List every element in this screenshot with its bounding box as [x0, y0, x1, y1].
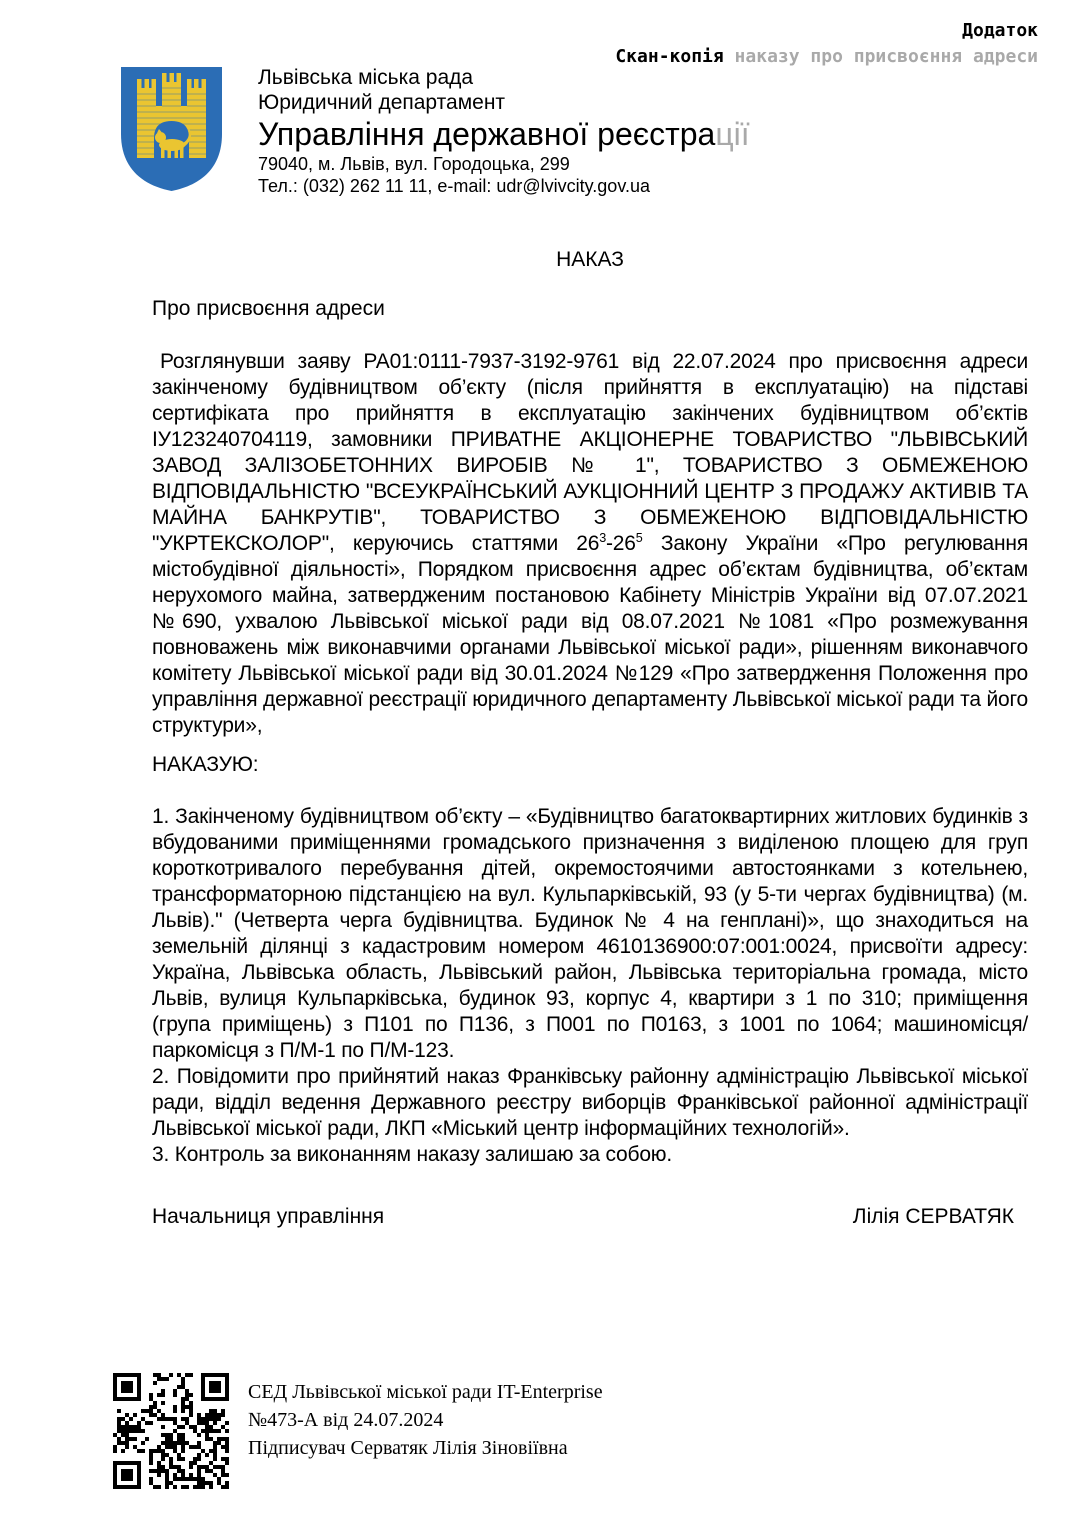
signer-name: Лілія СЕРВАТЯК — [852, 1205, 1014, 1228]
order-item-2: 2. Повідомити про прийнятий наказ Франківську районну адміністрацію Львівської міської ради, відділ ведення Державного реєстру виборців Франківської районної адміністрації Львівської міської ради, ЛКП «Міський центр інформаційних технологій». — [152, 1065, 1028, 1140]
doc-number-date: №473-А від 24.07.2024 — [248, 1409, 444, 1431]
scan-watermark — [615, 18, 1038, 70]
org-contacts: Тел.: (032) 262 11 11, e-mail: udr@lvivcity.gov.ua — [258, 176, 651, 196]
org-division-tail: ції — [715, 116, 750, 152]
sed-footer-text — [248, 1372, 603, 1462]
order-item-1: 1. Закінченому будівництвом об’єкту – «Будівництво багатоквартирних житлових будинків з вбудованими приміщеннями громадського призначення з виділеною площею для груп короткотривалого перебування дітей, окремостоячими автостоянками з котельнею, трансформаторною підстанцією на вул. Кульпарківській, 93 (у 5-ти чергах будівництва) (м. Львів)." (Четверта черга будівництва. Будинок № 4 на генплані)», що знаходиться на земельній ділянці з кадастровим номером 4610136900:07:001:0024, присвоїти адресу: Україна, Львівська область, Львівський район, Львівська територіальна громада, місто Львів, вулиця Кульпарківська, будинок 93, корпус 4, квартири з 1 по 310; приміщення (група приміщень) з П101 по П136, з П001 по П0163, з 1001 по 1064; машиномісця/паркомісця з П/М-1 по П/М-123. — [152, 805, 1028, 1062]
sed-footer — [112, 1372, 603, 1490]
org-division-main: Управління державної реєстра — [258, 116, 716, 152]
letterhead — [118, 64, 750, 197]
org-department: Юридичний департамент — [258, 91, 506, 114]
lviv-coat-of-arms-icon — [118, 64, 225, 194]
scan-copy-label: Скан-копія — [615, 46, 724, 67]
preamble-part2: -26 — [606, 532, 636, 555]
signer-position: Начальниця управління — [152, 1205, 385, 1228]
signer-info: Підписувач Серватяк Лілія Зіновіївна — [248, 1437, 568, 1459]
org-block — [258, 64, 750, 197]
scan-copy-subject: наказу про присвоєння адреси — [723, 46, 1038, 67]
org-address: 79040, м. Львів, вул. Городоцька, 299 — [258, 154, 570, 174]
order-word: НАКАЗУЮ: — [152, 753, 259, 776]
article-superscript-2: 5 — [635, 531, 643, 545]
sed-system-label: СЕД Львівської міської ради IT-Enterprise — [248, 1381, 603, 1403]
signature-row — [152, 1205, 1014, 1229]
document-subject: Про присвоєння адреси — [152, 297, 385, 320]
preamble-part3: Закону України «Про регулювання містобудівної діяльності», Порядком присвоєння адрес об’єктам будівництва, об’єктам нерухомого майна, затвердженим постановою Кабінету Міністрів України від 07.07.2021 №690, ухвалою Львівської міської ради від 08.07.2021 №1081 «Про розмежування повноважень між виконавчими органами Львівської міської ради», рішенням виконавчого комітету Львівської міської ради від 30.01.2024 №129 «Про затвердження Положення про управління державної реєстрації юридичного департаменту Львівської міської ради та його структури», — [152, 532, 1028, 737]
order-item-3: 3. Контроль за виконанням наказу залишаю за собою. — [152, 1143, 672, 1166]
document-body — [152, 349, 1028, 1168]
article-superscript-1: 3 — [599, 531, 607, 545]
document-title: НАКАЗ — [556, 248, 624, 271]
preamble-paragraph — [152, 349, 1028, 739]
preamble-part1: Розглянувши заяву РА01:0111-7937-3192-9761 від 22.07.2024 про присвоєння адреси закінченому будівництвом об’єкту (після прийняття в експлуатацію) на підставі сертифіката про прийняття в експлуатацію закінчених будівництвом об’єктів ІУ123240704119, замовники ПРИВАТНЕ АКЦІОНЕРНЕ ТОВАРИСТВО "ЛЬВІВСЬКИЙ ЗАВОД ЗАЛІЗОБЕТОННИХ ВИРОБІВ № 1", ТОВАРИСТВО З ОБМЕЖЕНОЮ ВІДПОВІДАЛЬНІСТЮ "ВСЕУКРАЇНСЬКИЙ АУКЦІОННИЙ ЦЕНТР З ПРОДАЖУ АКТИВІВ ТА МАЙНА БАНКРУТІВ", ТОВАРИСТВО З ОБМЕЖЕНОЮ ВІДПОВІДАЛЬНІСТЮ "УКРТЕКСКОЛОР", керуючись статтями 26 — [152, 350, 1028, 555]
org-name: Львівська міська рада — [258, 66, 474, 89]
annex-label: Додаток — [962, 20, 1038, 41]
coat-of-arms-svg — [118, 64, 225, 194]
qr-code — [112, 1372, 230, 1490]
org-division — [258, 115, 750, 153]
